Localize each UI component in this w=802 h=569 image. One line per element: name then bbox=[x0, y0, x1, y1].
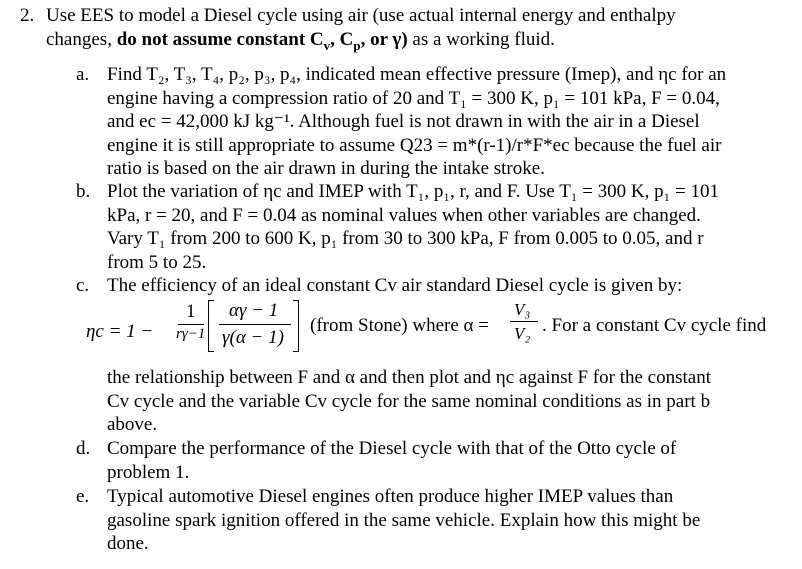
part-e-line-1: Typical automotive Diesel engines often produce higher IMEP values than bbox=[107, 486, 674, 507]
formula-lhs: ηc = 1 − bbox=[86, 321, 154, 342]
right-bracket bbox=[293, 300, 299, 352]
part-a-line-1: Find T₂, T₃, T₄, p₂, p₃, p₄, indicated mean effective pressure (Imep), and ηc for an bbox=[107, 64, 727, 85]
part-c-continued bbox=[76, 366, 791, 437]
part-a bbox=[76, 63, 791, 181]
part-d bbox=[76, 437, 791, 484]
part-b-label: b. bbox=[76, 181, 91, 202]
part-a-line-5: ratio is based on the air drawn in during the intake stroke. bbox=[107, 158, 545, 179]
part-b-line-2: kPa, r = 20, and F = 0.04 as nominal values when other variables are changed. bbox=[107, 204, 701, 226]
part-b-line-4: from 5 to 25. bbox=[107, 251, 207, 273]
part-e-label: e. bbox=[76, 486, 90, 507]
part-c-line-4: above. bbox=[107, 414, 158, 435]
part-a-line-4: engine it is still appropriate to assume Q23 = m*(r-1)/r*F*ec because the fuel air bbox=[107, 134, 722, 156]
part-b-line-3: Vary T₁ from 200 to 600 K, p₁ from 30 to 300 kPa, F from 0.005 to 0.05, and r bbox=[107, 228, 704, 249]
part-e-line-3: done. bbox=[107, 533, 149, 554]
frac2-denominator: γ(α − 1) bbox=[222, 327, 284, 348]
part-a-line-2: engine having a compression ratio of 20 and T₁ = 300 K, p₁ = 101 kPa, F = 0.04, bbox=[107, 87, 720, 109]
frac1-numerator: 1 bbox=[186, 301, 196, 322]
problem-intro bbox=[46, 4, 791, 57]
part-c-line-2: the relationship between F and α and then plot and ηc against F for the constant bbox=[107, 367, 711, 388]
intro-line-1: Use EES to model a Diesel cycle using air (use actual internal energy and enthalpy bbox=[46, 5, 676, 26]
intro-bold-warning: do not assume constant $C_v$, $C_p$, or γ) bbox=[116, 28, 408, 53]
part-a-label: a. bbox=[76, 64, 90, 85]
part-d-label: d. bbox=[76, 438, 91, 459]
part-b bbox=[76, 180, 791, 274]
frac2-bar bbox=[219, 324, 291, 325]
part-d-line-2: problem 1. bbox=[107, 461, 190, 483]
efficiency-formula bbox=[82, 300, 792, 366]
intro-line-2: changes, do not assume constant $C_v$, $C_p$, or γ) as a working fluid. bbox=[46, 28, 555, 53]
ratio-denominator: V₂ bbox=[514, 324, 531, 343]
problem-number: 2. bbox=[20, 5, 35, 26]
part-e bbox=[76, 485, 791, 556]
part-c bbox=[76, 274, 791, 298]
frac2-numerator: αγ − 1 bbox=[229, 300, 279, 321]
part-c-label: c. bbox=[76, 275, 90, 296]
part-a-line-3: and ec = 42,000 kJ kg⁻¹. Although fuel is not drawn in with the air in a Diesel bbox=[107, 111, 700, 132]
part-e-line-2: gasoline spark ignition offered in the same vehicle. Explain how this might be bbox=[107, 509, 701, 531]
part-c-line-1: The efficiency of an ideal constant Cv air standard Diesel cycle is given by: bbox=[107, 275, 683, 296]
part-b-line-1: Plot the variation of ηc and IMEP with T₁, p₁, r, and F. Use T₁ = 300 K, p₁ = 101 bbox=[107, 181, 719, 202]
part-c-line-3: Cv cycle and the variable Cv cycle for the same nominal conditions as in part b bbox=[107, 390, 711, 412]
formula-middle-text: (from Stone) where α = bbox=[310, 315, 489, 336]
formula-trailing-text: . For a constant Cv cycle find bbox=[542, 315, 767, 336]
part-d-line-1: Compare the performance of the Diesel cycle with that of the Otto cycle of bbox=[107, 438, 677, 459]
frac1-denominator: rγ−1 bbox=[176, 326, 206, 342]
left-bracket bbox=[208, 300, 214, 352]
ratio-numerator: V₃ bbox=[514, 300, 531, 319]
